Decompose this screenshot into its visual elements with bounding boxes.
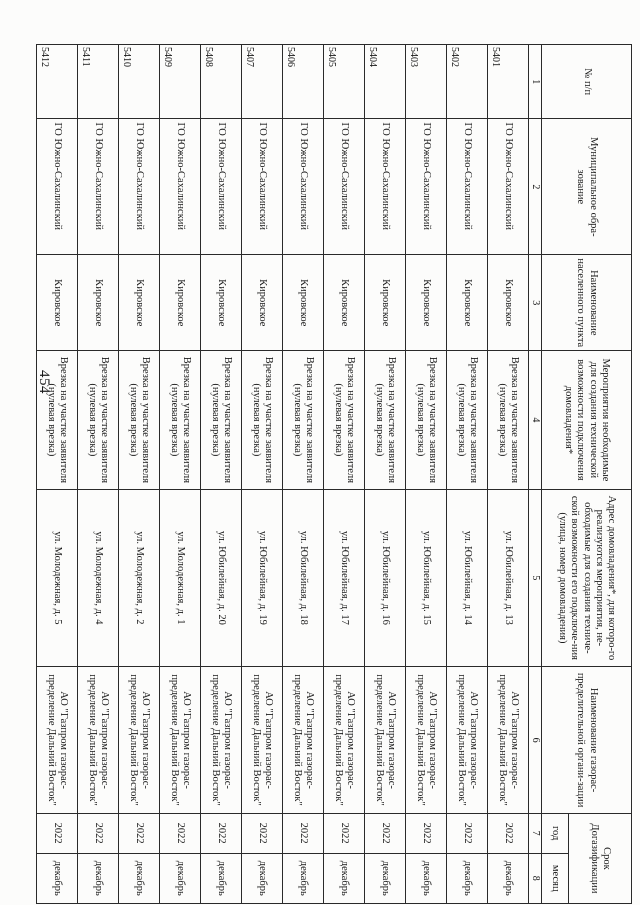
row-month: декабрь: [447, 853, 488, 904]
row-month: декабрь: [201, 853, 242, 904]
header-num: № п/п: [542, 45, 632, 119]
row-id: 5410: [119, 45, 160, 119]
row-address: ул. Юбилейная, д. 17: [324, 489, 365, 667]
row-year: 2022: [406, 813, 447, 853]
row-id: 5403: [406, 45, 447, 119]
row-id: 5412: [37, 45, 78, 119]
column-number: 8: [529, 853, 542, 904]
table-row: [488, 45, 529, 904]
row-address: ул. Молодежная, д. 4: [78, 489, 119, 667]
row-year: 2022: [242, 813, 283, 853]
column-number: 5: [529, 489, 542, 667]
header-deadline: Срок Догазификации: [569, 813, 632, 903]
row-address: ул. Юбилейная, д. 18: [283, 489, 324, 667]
row-settlement: Кировское: [119, 255, 160, 351]
row-measure: Врезка на участке заявителя (нулевая врезка): [365, 351, 406, 489]
row-year: 2022: [365, 813, 406, 853]
row-settlement: Кировское: [365, 255, 406, 351]
row-municipality: ГО Южно-Сахалинский: [119, 119, 160, 255]
header-measures: Мероприятия необходимые для создания технической возможности подключения домовладения*: [542, 351, 632, 489]
row-month: декабрь: [283, 853, 324, 904]
column-number: 1: [529, 45, 542, 119]
row-operator: АО "Газпром газорас-пределение Дальний Восток": [283, 667, 324, 814]
row-address: ул. Юбилейная, д. 15: [406, 489, 447, 667]
row-municipality: ГО Южно-Сахалинский: [37, 119, 78, 255]
header-operator: Наименование газорас-пределительной органи-зации: [542, 667, 632, 814]
row-operator: АО "Газпром газорас-пределение Дальний Восток": [365, 667, 406, 814]
row-municipality: ГО Южно-Сахалинский: [78, 119, 119, 255]
row-month: декабрь: [488, 853, 529, 904]
row-month: декабрь: [324, 853, 365, 904]
row-id: 5411: [78, 45, 119, 119]
row-operator: АО "Газпром газорас-пределение Дальний Восток": [324, 667, 365, 814]
row-measure: Врезка на участке заявителя (нулевая врезка): [488, 351, 529, 489]
row-operator: АО "Газпром газорас-пределение Дальний Восток": [406, 667, 447, 814]
row-settlement: Кировское: [78, 255, 119, 351]
row-settlement: Кировское: [324, 255, 365, 351]
header-settlement: Наименование населенного пункта: [542, 255, 632, 351]
column-numbers-row: [529, 45, 542, 904]
row-year: 2022: [488, 813, 529, 853]
row-measure: Врезка на участке заявителя (нулевая врезка): [406, 351, 447, 489]
row-address: ул. Молодежная, д. 5: [37, 489, 78, 667]
table-row: [201, 45, 242, 904]
row-address: ул. Юбилейная, д. 14: [447, 489, 488, 667]
row-year: 2022: [160, 813, 201, 853]
row-municipality: ГО Южно-Сахалинский: [365, 119, 406, 255]
header-year: год: [542, 813, 569, 853]
row-municipality: ГО Южно-Сахалинский: [242, 119, 283, 255]
column-number: 7: [529, 813, 542, 853]
row-measure: Врезка на участке заявителя (нулевая врезка): [201, 351, 242, 489]
row-measure: Врезка на участке заявителя (нулевая врезка): [37, 351, 78, 489]
row-month: декабрь: [406, 853, 447, 904]
row-id: 5401: [488, 45, 529, 119]
row-measure: Врезка на участке заявителя (нулевая врезка): [324, 351, 365, 489]
row-municipality: ГО Южно-Сахалинский: [406, 119, 447, 255]
row-address: ул. Молодежная, д. 1: [160, 489, 201, 667]
row-operator: АО "Газпром газорас-пределение Дальний Восток": [201, 667, 242, 814]
row-operator: АО "Газпром газорас-пределение Дальний Восток": [488, 667, 529, 814]
table-header: [529, 45, 632, 904]
table-row: [78, 45, 119, 904]
row-address: ул. Юбилейная, д. 13: [488, 489, 529, 667]
table-row: [37, 45, 78, 904]
row-month: декабрь: [78, 853, 119, 904]
row-id: 5406: [283, 45, 324, 119]
row-settlement: Кировское: [488, 255, 529, 351]
column-number: 2: [529, 119, 542, 255]
table-body: [37, 45, 529, 904]
row-settlement: Кировское: [201, 255, 242, 351]
row-operator: АО "Газпром газорас-пределение Дальний Восток": [37, 667, 78, 814]
row-operator: АО "Газпром газорас-пределение Дальний Восток": [78, 667, 119, 814]
row-settlement: Кировское: [242, 255, 283, 351]
table-row: [324, 45, 365, 904]
row-address: ул. Юбилейная, д. 20: [201, 489, 242, 667]
row-address: ул. Молодежная, д. 2: [119, 489, 160, 667]
row-month: декабрь: [365, 853, 406, 904]
row-settlement: Кировское: [160, 255, 201, 351]
row-settlement: Кировское: [283, 255, 324, 351]
row-measure: Врезка на участке заявителя (нулевая врезка): [160, 351, 201, 489]
row-settlement: Кировское: [406, 255, 447, 351]
row-address: ул. Юбилейная, д. 19: [242, 489, 283, 667]
row-municipality: ГО Южно-Сахалинский: [488, 119, 529, 255]
row-year: 2022: [78, 813, 119, 853]
row-municipality: ГО Южно-Сахалинский: [283, 119, 324, 255]
row-month: декабрь: [119, 853, 160, 904]
header-month: месяц: [542, 853, 569, 904]
table-row: [119, 45, 160, 904]
table-row: [406, 45, 447, 904]
row-id: 5404: [365, 45, 406, 119]
row-id: 5409: [160, 45, 201, 119]
row-month: декабрь: [160, 853, 201, 904]
row-year: 2022: [201, 813, 242, 853]
row-month: декабрь: [242, 853, 283, 904]
header-municipality: Муниципальное обра-зование: [542, 119, 632, 255]
table-row: [283, 45, 324, 904]
table-row: [242, 45, 283, 904]
column-number: 3: [529, 255, 542, 351]
row-measure: Врезка на участке заявителя (нулевая врезка): [119, 351, 160, 489]
row-municipality: ГО Южно-Сахалинский: [447, 119, 488, 255]
row-settlement: Кировское: [37, 255, 78, 351]
row-municipality: ГО Южно-Сахалинский: [201, 119, 242, 255]
table-row: [160, 45, 201, 904]
row-measure: Врезка на участке заявителя (нулевая врезка): [78, 351, 119, 489]
row-year: 2022: [119, 813, 160, 853]
row-measure: Врезка на участке заявителя (нулевая врезка): [242, 351, 283, 489]
row-year: 2022: [283, 813, 324, 853]
row-year: 2022: [447, 813, 488, 853]
gasification-table: [36, 44, 632, 904]
row-address: ул. Юбилейная, д. 16: [365, 489, 406, 667]
row-operator: АО "Газпром газорас-пределение Дальний Восток": [160, 667, 201, 814]
row-year: 2022: [324, 813, 365, 853]
column-number: 6: [529, 667, 542, 814]
row-id: 5405: [324, 45, 365, 119]
table-row: [365, 45, 406, 904]
row-operator: АО "Газпром газорас-пределение Дальний Восток": [119, 667, 160, 814]
row-id: 5408: [201, 45, 242, 119]
row-operator: АО "Газпром газорас-пределение Дальний Восток": [447, 667, 488, 814]
row-municipality: ГО Южно-Сахалинский: [160, 119, 201, 255]
row-month: декабрь: [37, 853, 78, 904]
row-measure: Врезка на участке заявителя (нулевая врезка): [283, 351, 324, 489]
row-measure: Врезка на участке заявителя (нулевая врезка): [447, 351, 488, 489]
header-address: Адрес домовладения*, для которо-го реализуются мероприятия, не-обходимые для создания техниче-ской возможности его подключе-ния (улица, номер домовладения): [542, 489, 632, 667]
column-number: 4: [529, 351, 542, 489]
row-settlement: Кировское: [447, 255, 488, 351]
row-id: 5402: [447, 45, 488, 119]
page-number: 454: [36, 370, 52, 394]
table-row: [447, 45, 488, 904]
row-operator: АО "Газпром газорас-пределение Дальний Восток": [242, 667, 283, 814]
row-year: 2022: [37, 813, 78, 853]
row-id: 5407: [242, 45, 283, 119]
row-municipality: ГО Южно-Сахалинский: [324, 119, 365, 255]
